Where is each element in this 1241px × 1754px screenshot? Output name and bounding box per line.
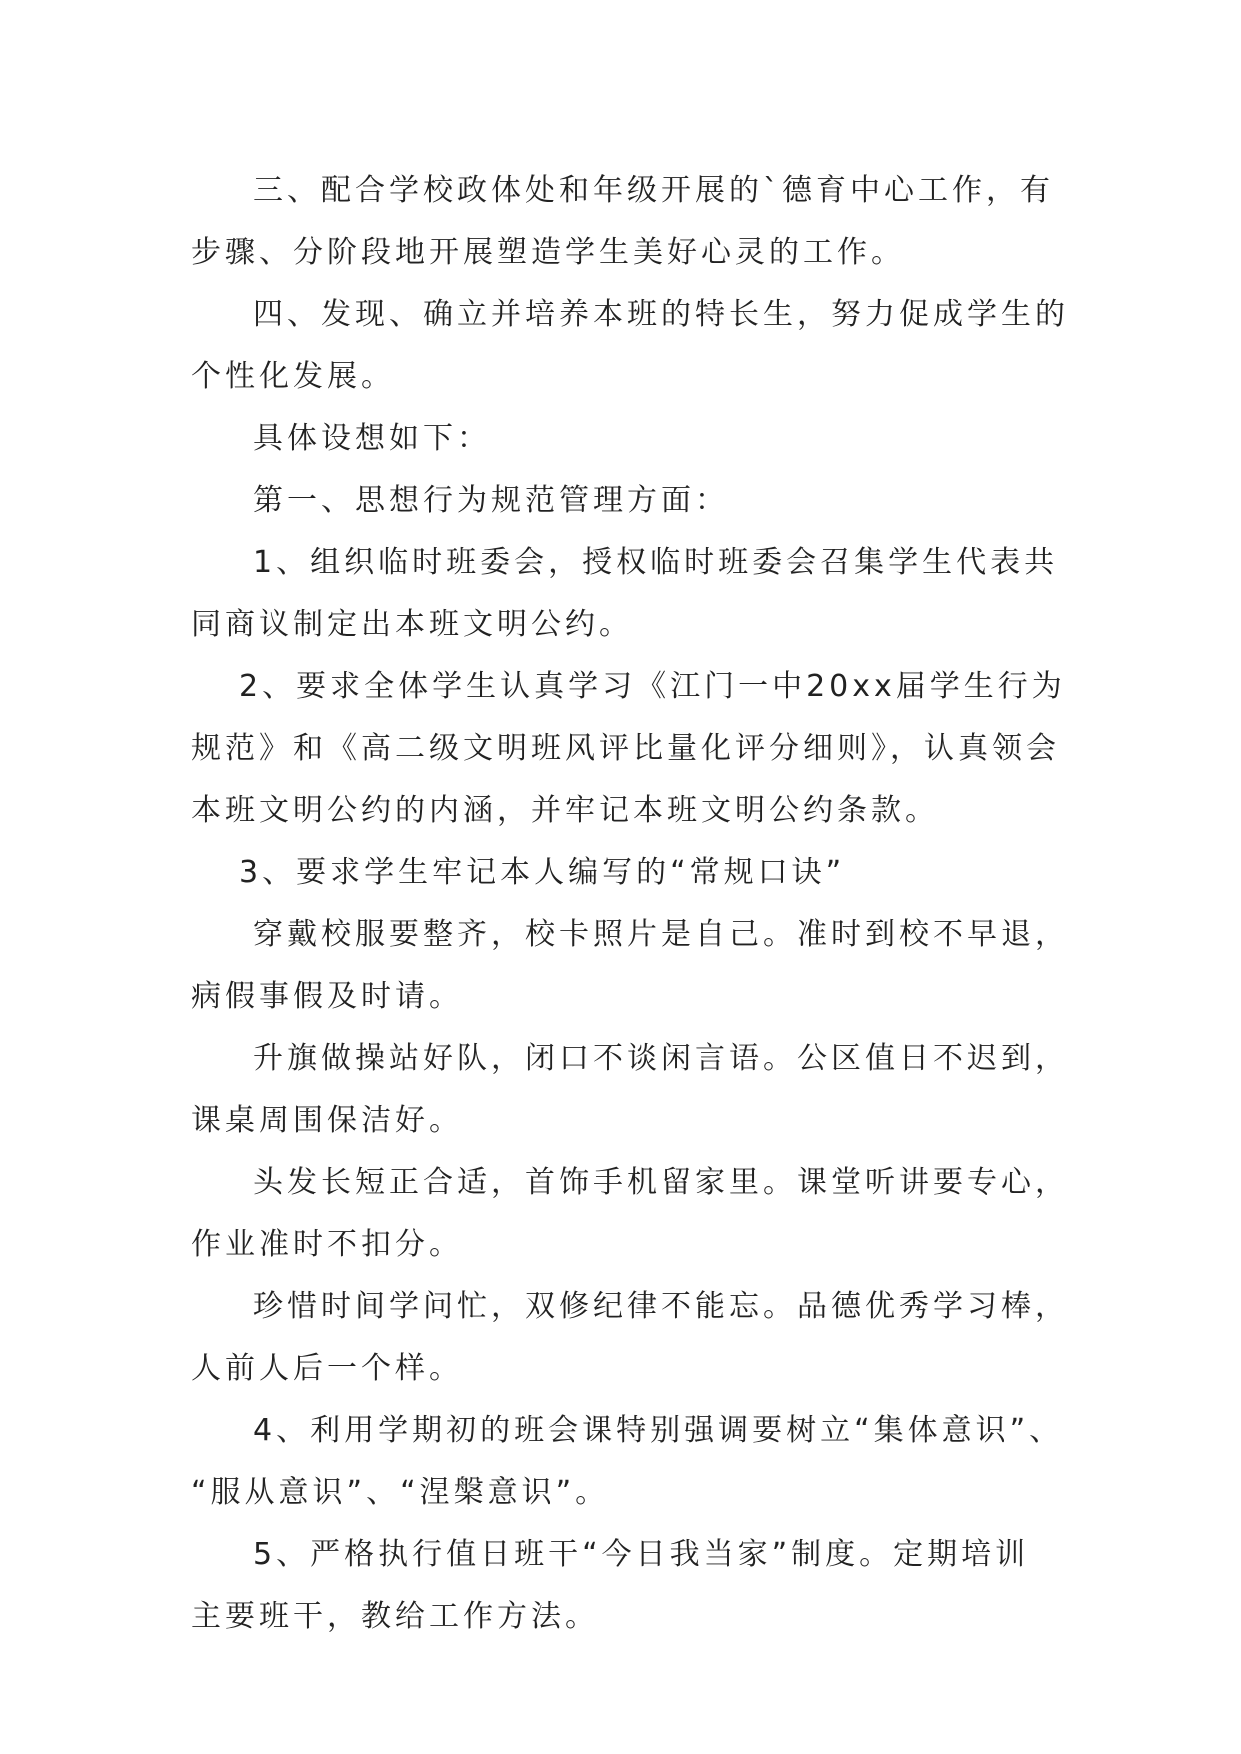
paragraph-item-4 xyxy=(191,1400,1064,1524)
paragraph-line: 规范》和《高二级文明班风评比量化评分细则》，认真领会 xyxy=(191,731,1060,766)
paragraph-line: 穿戴校服要整齐，校卡照片是自己。准时到校不早退， xyxy=(253,917,1069,952)
verse-4 xyxy=(191,1276,1069,1400)
paragraph-line: 5、严格执行值日班干“今日我当家”制度。定期培训 xyxy=(253,1537,1030,1572)
paragraph-line: 个性化发展。 xyxy=(191,359,395,394)
paragraph-item-3 xyxy=(191,842,1061,904)
verse-1 xyxy=(191,904,1069,1028)
paragraph-line: 步骤、分阶段地开展塑造学生美好心灵的工作。 xyxy=(191,235,905,270)
paragraph-line: 3、要求学生牢记本人编写的“常规口诀” xyxy=(239,855,846,890)
paragraph-line: 1、组织临时班委会，授权临时班委会召集学生代表共 xyxy=(253,545,1059,580)
verse-2 xyxy=(191,1028,1069,1152)
verse-3 xyxy=(191,1152,1069,1276)
paragraph-line: 人前人后一个样。 xyxy=(191,1351,463,1386)
paragraph-line: 作业准时不扣分。 xyxy=(191,1227,463,1262)
paragraph-line: 升旗做操站好队，闭口不谈闲言语。公区值日不迟到， xyxy=(253,1041,1069,1076)
paragraph-line: 主要班干，教给工作方法。 xyxy=(191,1599,599,1634)
paragraph-line: 具体设想如下： xyxy=(253,421,491,456)
paragraph-line: 4、利用学期初的班会课特别强调要树立“集体意识”、 xyxy=(253,1413,1064,1448)
paragraph-line: 四、发现、确立并培养本班的特长生，努力促成学生的 xyxy=(253,297,1069,332)
paragraph-line: 三、配合学校政体处和年级开展的`德育中心工作，有 xyxy=(253,173,1054,208)
paragraph-line: 头发长短正合适，首饰手机留家里。课堂听讲要专心， xyxy=(253,1165,1069,1200)
paragraph-line: “服从意识”、“涅槃意识”。 xyxy=(191,1475,610,1510)
paragraph-line: 本班文明公约的内涵，并牢记本班文明公约条款。 xyxy=(191,793,939,828)
paragraph-item-2 xyxy=(191,656,1066,842)
paragraph-line: 2、要求全体学生认真学习《江门一中20xx届学生行为 xyxy=(239,669,1066,704)
paragraph-line: 病假事假及时请。 xyxy=(191,979,463,1014)
paragraph-line: 第一、思想行为规范管理方面： xyxy=(253,483,729,518)
document-body xyxy=(191,160,1069,1648)
paragraph-line: 课桌周围保洁好。 xyxy=(191,1103,463,1138)
paragraph-section-heading xyxy=(191,470,1061,532)
paragraph-line: 同商议制定出本班文明公约。 xyxy=(191,607,633,642)
paragraph-3 xyxy=(191,160,1061,284)
paragraph-4 xyxy=(191,284,1069,408)
paragraph-line: 珍惜时间学问忙，双修纪律不能忘。品德优秀学习棒， xyxy=(253,1289,1069,1324)
paragraph-plan-intro xyxy=(191,408,1061,470)
paragraph-item-5 xyxy=(191,1524,1061,1648)
paragraph-item-1 xyxy=(191,532,1061,656)
